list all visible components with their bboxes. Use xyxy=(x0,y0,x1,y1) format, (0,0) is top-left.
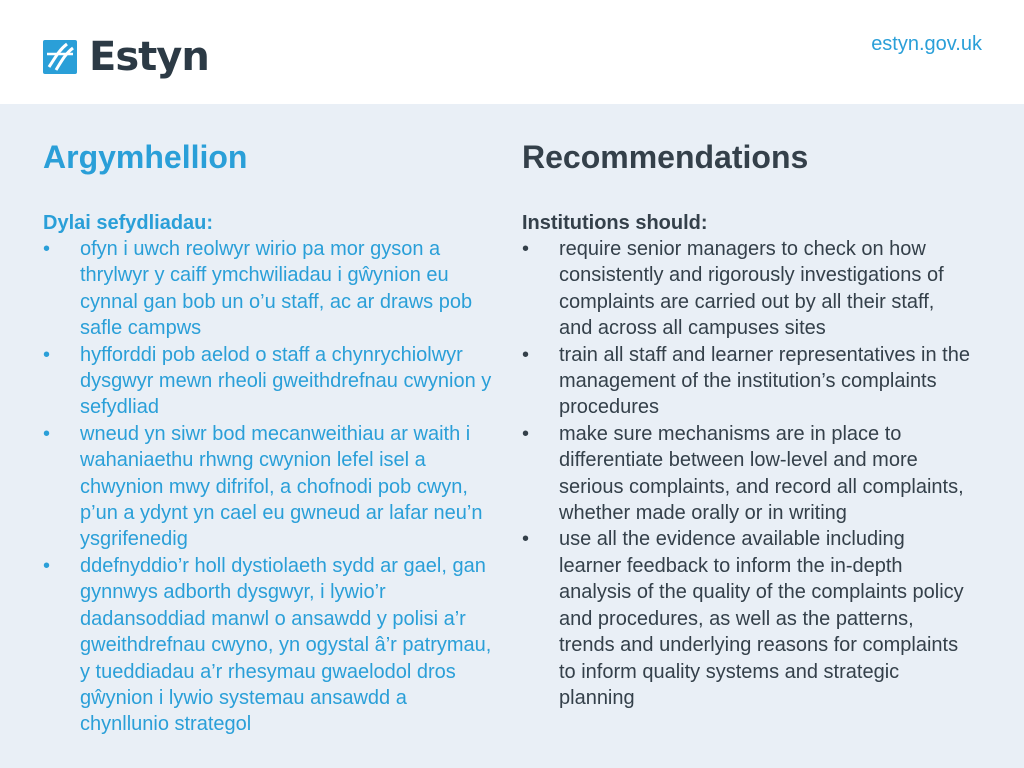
bullet-icon: • xyxy=(43,238,51,260)
welsh-bullet-item xyxy=(43,342,493,421)
welsh-bullet-text: wneud yn siwr bod mecanweithiau ar waith i wahaniaethu rhwng cwynion lefel isel a chwynion mwy difrifol, a chofnodi pob cwyn, p’un a ydynt yn cael eu gwneud ar lafar neu’n ysgrifenedig xyxy=(80,422,483,551)
bullet-icon: • xyxy=(43,422,51,445)
english-bullet-item xyxy=(522,526,972,711)
welsh-intro: Dylai sefydliadau: xyxy=(43,212,214,234)
welsh-bullet-text: ofyn i uwch reolwyr wirio pa mor gyson a thrylwyr y caiff ymchwiliadau i gŵynion eu cynnal gan bob un o’u staff, ac ar draws pob safle campws xyxy=(80,238,473,340)
bullet-icon: • xyxy=(522,343,530,366)
bullet-icon: • xyxy=(522,238,530,260)
welsh-heading: Argymhellion xyxy=(43,139,248,175)
english-column xyxy=(522,138,972,711)
logo-text: Estyn xyxy=(89,34,209,80)
welsh-bullet-item xyxy=(43,553,493,738)
english-bullet-item xyxy=(522,236,972,342)
bullet-icon: • xyxy=(43,554,51,577)
english-bullet-item xyxy=(522,342,972,421)
welsh-bullet-item xyxy=(43,421,493,553)
english-bullet-text: train all staff and learner representatives in the management of the institution’s complaints procedures xyxy=(559,343,970,419)
estyn-logo[interactable] xyxy=(43,33,209,81)
bullet-icon: • xyxy=(43,343,51,366)
english-bullet-text: use all the evidence available including learner feedback to inform the in-depth analysis of the quality of the complaints policy and procedures, as well as the patterns, trends and underlying reasons for complaints to inform quality systems and strategic planning xyxy=(559,528,964,709)
header xyxy=(0,0,1024,104)
english-intro: Institutions should: xyxy=(522,212,708,234)
welsh-column xyxy=(43,138,493,738)
welsh-bullet-text: ddefnyddio’r holl dystiolaeth sydd ar gael, gan gynnwys adborth dysgwyr, i lywio’r dadansoddiad manwl o ansawdd y polisi a’r gweithdrefnau cwyno, yn ogystal â’r patrymau, y tueddiadau a’r rhesymau gwaelodol dros gŵynion i lywio systemau ansawdd a chynllunio strategol xyxy=(80,554,492,736)
welsh-bullet-text: hyfforddi pob aelod o staff a chynrychiolwyr dysgwyr mewn rheoli gweithdrefnau cwynion y sefydliad xyxy=(80,343,492,419)
estyn-logo-icon xyxy=(43,40,77,74)
english-bullet-item xyxy=(522,421,972,527)
english-bullet-text: require senior managers to check on how consistently and rigorously investigations of complaints are carried out by all their staff, and across all campuses sites xyxy=(559,238,944,340)
bullet-icon: • xyxy=(522,422,530,445)
welsh-bullet-list xyxy=(43,236,493,738)
english-bullet-list xyxy=(522,236,972,711)
bullet-icon: • xyxy=(522,528,530,551)
welsh-bullet-item xyxy=(43,236,493,342)
site-link[interactable]: estyn.gov.uk xyxy=(871,33,982,55)
english-bullet-text: make sure mechanisms are in place to differentiate between low-level and more serious complaints, and record all complaints, whether made orally or in writing xyxy=(559,422,964,525)
english-heading: Recommendations xyxy=(522,139,809,175)
